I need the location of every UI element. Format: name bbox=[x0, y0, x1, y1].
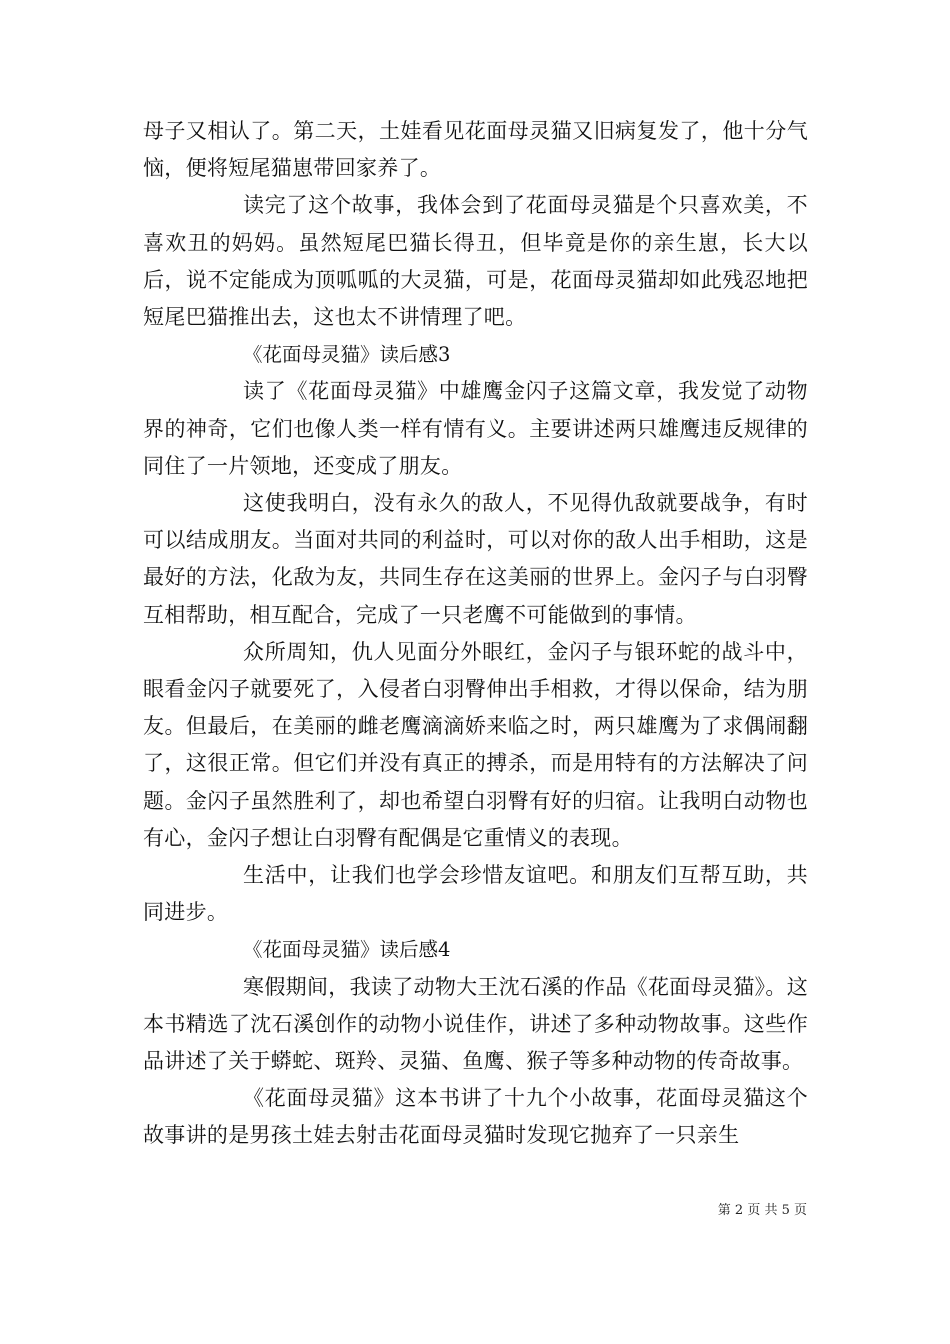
section-heading-3: 《花面母灵猫》读后感3 bbox=[243, 343, 451, 367]
paragraph-3: 读了《花面母灵猫》中雄鹰金闪子这篇文章，我发觉了动物界的神奇，它们也像人类一样有情有义。主要讲述两只雄鹰违反规律的同住了一片领地，还变成了朋友。 bbox=[143, 379, 808, 478]
section-heading-4: 《花面母灵猫》读后感4 bbox=[243, 938, 451, 962]
paragraph-6: 生活中，让我们也学会珍惜友谊吧。和朋友们互帮互助，共同进步。 bbox=[143, 863, 808, 925]
paragraph-1: 母子又相认了。第二天，土娃看见花面母灵猫又旧病复发了，他十分气恼，便将短尾猫崽带回家养了。 bbox=[143, 119, 808, 181]
paragraph-2: 读完了这个故事，我体会到了花面母灵猫是个只喜欢美，不喜欢丑的妈妈。虽然短尾巴猫长得丑，但毕竟是你的亲生崽，长大以后，说不定能成为顶呱呱的大灵猫，可是，花面母灵猫却如此残忍地把短尾巴猫推出去，这也太不讲情理了吧。 bbox=[143, 193, 808, 330]
paragraph-7: 寒假期间，我读了动物大王沈石溪的作品《花面母灵猫》。这本书精选了沈石溪创作的动物小说佳作，讲述了多种动物故事。这些作品讲述了关于蟒蛇、斑羚、灵猫、鱼鹰、猴子等多种动物的传奇故事。 bbox=[143, 974, 808, 1074]
paragraph-8: 《花面母灵猫》这本书讲了十九个小故事，花面母灵猫这个故事讲的是男孩土娃去射击花面母灵猫时发现它抛弃了一只亲生 bbox=[143, 1086, 808, 1148]
document-body bbox=[143, 113, 808, 1155]
paragraph-5: 众所周知，仇人见面分外眼红，金闪子与银环蛇的战斗中，眼看金闪子就要死了，入侵者白羽臀伸出手相救，才得以保命，结为朋友。但最后，在美丽的雌老鹰滴滴娇来临之时，两只雄鹰为了求偶闹翻了，这很正常。但它们并没有真正的搏杀，而是用特有的方法解决了问题。金闪子虽然胜利了，却也希望白羽臀有好的归宿。让我明白动物也有心，金闪子想让白羽臀有配偶是它重情义的表现。 bbox=[143, 639, 808, 850]
page-number-footer: 第 2 页 共 5 页 bbox=[717, 1203, 807, 1218]
paragraph-4: 这使我明白，没有永久的敌人，不见得仇敌就要战争，有时可以结成朋友。当面对共同的利益时，可以对你的敌人出手相助，这是最好的方法，化敌为友，共同生存在这美丽的世界上。金闪子与白羽臀互相帮助，相互配合，完成了一只老鹰不可能做到的事情。 bbox=[143, 491, 808, 627]
